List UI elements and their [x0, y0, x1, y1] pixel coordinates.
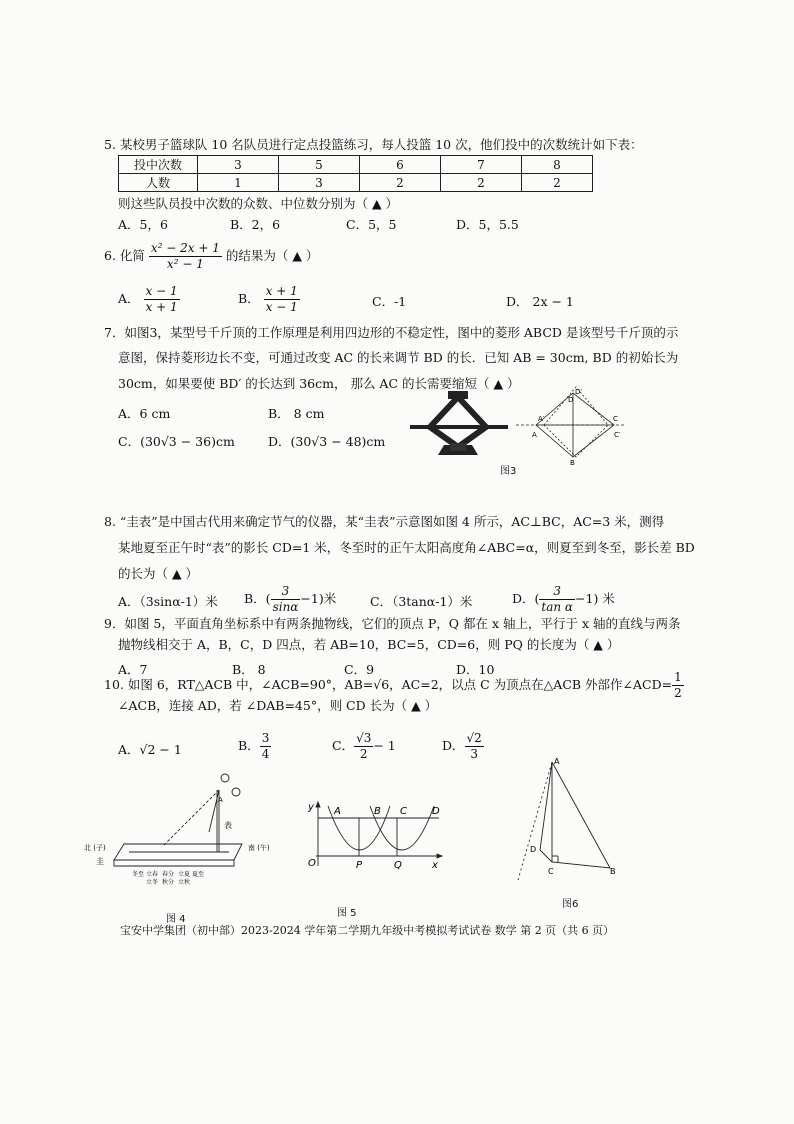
fig4-term-lixia: 立夏	[178, 871, 191, 878]
q7-option-c: C．(30√3 − 36)cm	[118, 434, 235, 449]
fig4-term-lidong: 立冬	[146, 879, 159, 886]
sun-icon	[221, 774, 229, 782]
q7-option-b: B． 8 cm	[268, 406, 325, 421]
table-cell: 6	[360, 156, 441, 174]
q8-option-b	[244, 584, 336, 615]
table-cell: 8	[522, 156, 593, 174]
segment-ad	[540, 762, 552, 850]
figure-4-caption: 图 4	[166, 914, 186, 925]
q10-option-c-fraction	[354, 731, 373, 762]
table-header-cell: 投中次数	[119, 156, 198, 174]
fig5-label-y: y	[308, 802, 314, 813]
q9-line-1: 9．如图 5，平面直角坐标系中有两条抛物线，它们的顶点 P，Q 都在 x 轴上，平行于 x 轴的直线与两条	[104, 616, 681, 631]
q8-option-d	[512, 584, 615, 615]
label-b: B	[570, 459, 575, 465]
figure-4	[84, 770, 274, 910]
fig6-label-b: B	[610, 867, 616, 876]
q6-fraction	[149, 241, 222, 272]
q10-fraction	[672, 670, 684, 701]
q5-table	[118, 155, 593, 192]
q10-option-d	[442, 731, 484, 762]
table-cell: 3	[279, 174, 360, 192]
q10-option-b-fraction	[260, 731, 272, 762]
figure-3	[408, 385, 628, 465]
q6-prefix: 6. 化简	[104, 248, 145, 263]
triangle-acb	[552, 762, 610, 868]
fig4-term-xiazhi: 夏至	[192, 871, 205, 878]
fig6-label-a: A	[554, 757, 560, 766]
q6-option-a	[118, 284, 180, 315]
option-label: B．(	[244, 591, 271, 606]
table-cell: 5	[279, 156, 360, 174]
q9-option-a: A．7	[118, 662, 148, 677]
q6-option-a-fraction	[144, 284, 180, 315]
option-tail: −1)米	[300, 591, 337, 606]
fig5-label-p: P	[356, 860, 363, 870]
fraction-numerator: 3	[271, 584, 301, 600]
q7-line-2: 意图，保持菱形边长不变，可通过改变 AC 的长来调节 BD 的长．已知 AB = 30cm, BD 的初始长为	[118, 350, 679, 365]
fraction-denominator: x − 1	[265, 300, 298, 314]
fraction-denominator: tan α	[541, 600, 574, 614]
fig6-label-d: D	[530, 845, 537, 854]
q5-option-d: D．5，5.5	[456, 217, 519, 232]
q10-option-d-fraction	[465, 731, 484, 762]
table-row	[119, 174, 593, 192]
q10-line-2: ∠ACB，连接 AD，若 ∠DAB=45°，则 CD 长为（ ▲ ）	[118, 698, 438, 713]
label-d-prime: D′	[575, 388, 582, 396]
table-cell: 2	[360, 174, 441, 192]
fig5-label-x: x	[432, 860, 438, 870]
q5-question: 则这些队员投中次数的众数、中位数分别为（ ▲ ）	[118, 196, 399, 211]
fraction-denominator: 2	[359, 747, 368, 761]
q9-option-b: B． 8	[232, 662, 266, 677]
fraction-denominator: 3	[470, 747, 478, 761]
figure-5	[304, 798, 454, 870]
q7-line-1: 7．如图3，某型号千斤顶的工作原理是利用四边形的不稳定性，图中的菱形 ABCD 是该型号千斤顶的示	[104, 325, 679, 340]
label-c-prime: C′	[614, 431, 621, 439]
fig4-term-chunfen: 春分	[162, 871, 175, 878]
label-d: D	[568, 396, 574, 404]
figure-6-caption: 图6	[562, 899, 579, 910]
fraction-numerator: 3	[261, 731, 270, 745]
label-c: C	[613, 415, 618, 423]
q6-option-d: D． 2x − 1	[506, 294, 574, 309]
option-label: C．	[332, 738, 355, 753]
fig6-label-c: C	[548, 867, 554, 876]
fig4-term-lichun: 立春	[146, 871, 159, 878]
fraction-denominator: 2	[674, 686, 682, 700]
fig5-label-o: O	[308, 858, 316, 869]
q6-denominator: x² − 1	[166, 257, 204, 271]
q9-option-c: C．9	[344, 662, 375, 677]
q6-stem	[104, 241, 318, 272]
fig4-label-south: 南 (午)	[248, 844, 270, 852]
fraction-numerator: √3	[356, 731, 372, 745]
fraction-numerator: 1	[674, 670, 682, 684]
fraction-numerator: x + 1	[265, 284, 298, 298]
q7-option-a: A．6 cm	[118, 406, 171, 421]
fraction-denominator: 4	[261, 747, 270, 761]
fraction-numerator: 3	[539, 584, 575, 600]
car-jack-image	[410, 391, 508, 455]
q8-option-a: A．（3sinα-1）米	[118, 594, 218, 609]
q10-option-b	[238, 731, 271, 762]
q5-option-b: B．2，6	[230, 217, 281, 232]
option-label: A．	[118, 291, 140, 306]
page-footer: 宝安中学集团（初中部）2023-2024 学年第二学期九年级中考模拟考试试卷 数学 第 2 页（共 6 页）	[120, 924, 615, 937]
fig5-label-q: Q	[394, 860, 402, 870]
table-cell: 2	[441, 174, 522, 192]
figure-3-caption: 图3	[500, 466, 517, 477]
q8-line-3: 的长为（ ▲ ）	[118, 566, 199, 581]
option-label: B．	[238, 291, 260, 306]
q10-option-a: A．√2 − 1	[118, 742, 182, 757]
q8-option-c: C．（3tanα-1）米	[370, 594, 473, 609]
q8-option-b-fraction	[271, 584, 301, 615]
label-a: A	[532, 431, 537, 439]
table-row	[119, 156, 593, 174]
table-cell: 3	[198, 156, 279, 174]
fig4-term-liqiu: 立秋	[178, 879, 191, 886]
q6-option-c: C．-1	[372, 294, 407, 309]
q6-suffix: 的结果为（ ▲ ）	[225, 248, 319, 263]
q7-line-3: 30cm，如果要使 BD′ 的长达到 36cm， 那么 AC 的长需要缩短（ ▲ ）	[118, 376, 520, 391]
fig4-label-a: A	[218, 796, 223, 804]
fig5-label-d: D	[432, 806, 440, 817]
fig4-label-gui: 圭	[96, 857, 104, 866]
option-tail: −1) 米	[575, 591, 615, 606]
fig4-term-dongzhi: 冬至	[132, 871, 145, 878]
q6-numerator: x² − 2x + 1	[150, 241, 220, 255]
q8-line-1: 8. “圭表”是中国古代用来确定节气的仪器，某“圭表”示意图如图 4 所示，AC⊥BC，AC=3 米，测得	[104, 514, 665, 529]
figure-5-caption: 图 5	[337, 908, 357, 919]
q10-option-c	[332, 731, 396, 762]
label-a-prime: A′	[538, 415, 545, 423]
q6-option-b-fraction	[264, 284, 300, 315]
option-label: D．(	[512, 591, 540, 606]
q7-option-d: D．(30√3 − 48)cm	[268, 434, 386, 449]
q9-option-d: D．10	[456, 662, 495, 677]
fig4-term-qiufen: 秋分	[162, 879, 175, 886]
table-cell: 7	[441, 156, 522, 174]
table-header-cell: 人数	[119, 174, 198, 192]
fraction-numerator: x − 1	[145, 284, 178, 298]
fraction-numerator: √2	[466, 731, 482, 745]
fig5-label-c: C	[400, 806, 407, 817]
segment-dc	[540, 850, 552, 862]
option-label: B．	[238, 738, 260, 753]
q8-option-d-fraction	[539, 584, 575, 615]
fig4-label-biao: 表	[224, 821, 232, 830]
fraction-denominator: x + 1	[145, 300, 178, 314]
q5-option-c: C．5，5	[346, 217, 397, 232]
figure-6	[510, 752, 620, 882]
q8-line-2: 某地夏至正午时“表”的影长 CD=1 米，冬至时的正午太阳高度角∠ABC=α，则夏至到冬至，影长差 BD	[118, 540, 695, 555]
q6-option-b	[238, 284, 300, 315]
q5-stem: 5. 某校男子篮球队 10 名队员进行定点投篮练习，每人投篮 10 次，他们投中的次数统计如下表：	[104, 137, 643, 152]
q10-line-1	[104, 670, 684, 701]
fig4-label-north: 北 (子)	[84, 844, 106, 852]
q9-line-2: 抛物线相交于 A，B，C，D 四点，若 AB=10，BC=5，CD=6，则 PQ 的长度为（ ▲ ）	[118, 637, 620, 652]
option-tail: − 1	[373, 738, 396, 753]
table-cell: 2	[522, 174, 593, 192]
fig5-label-a: A	[334, 806, 341, 817]
q5-option-a: A．5，6	[118, 217, 168, 232]
table-cell: 1	[198, 174, 279, 192]
q10-line-1-text: 10. 如图 6，RT△ACB 中，∠ACB=90°，AB=√6，AC=2，以点 C 为顶点在△ACB 外部作∠ACD=	[104, 677, 673, 692]
fraction-denominator: sinα	[272, 600, 299, 614]
fig5-label-b: B	[374, 806, 381, 817]
option-label: D．	[442, 738, 465, 753]
